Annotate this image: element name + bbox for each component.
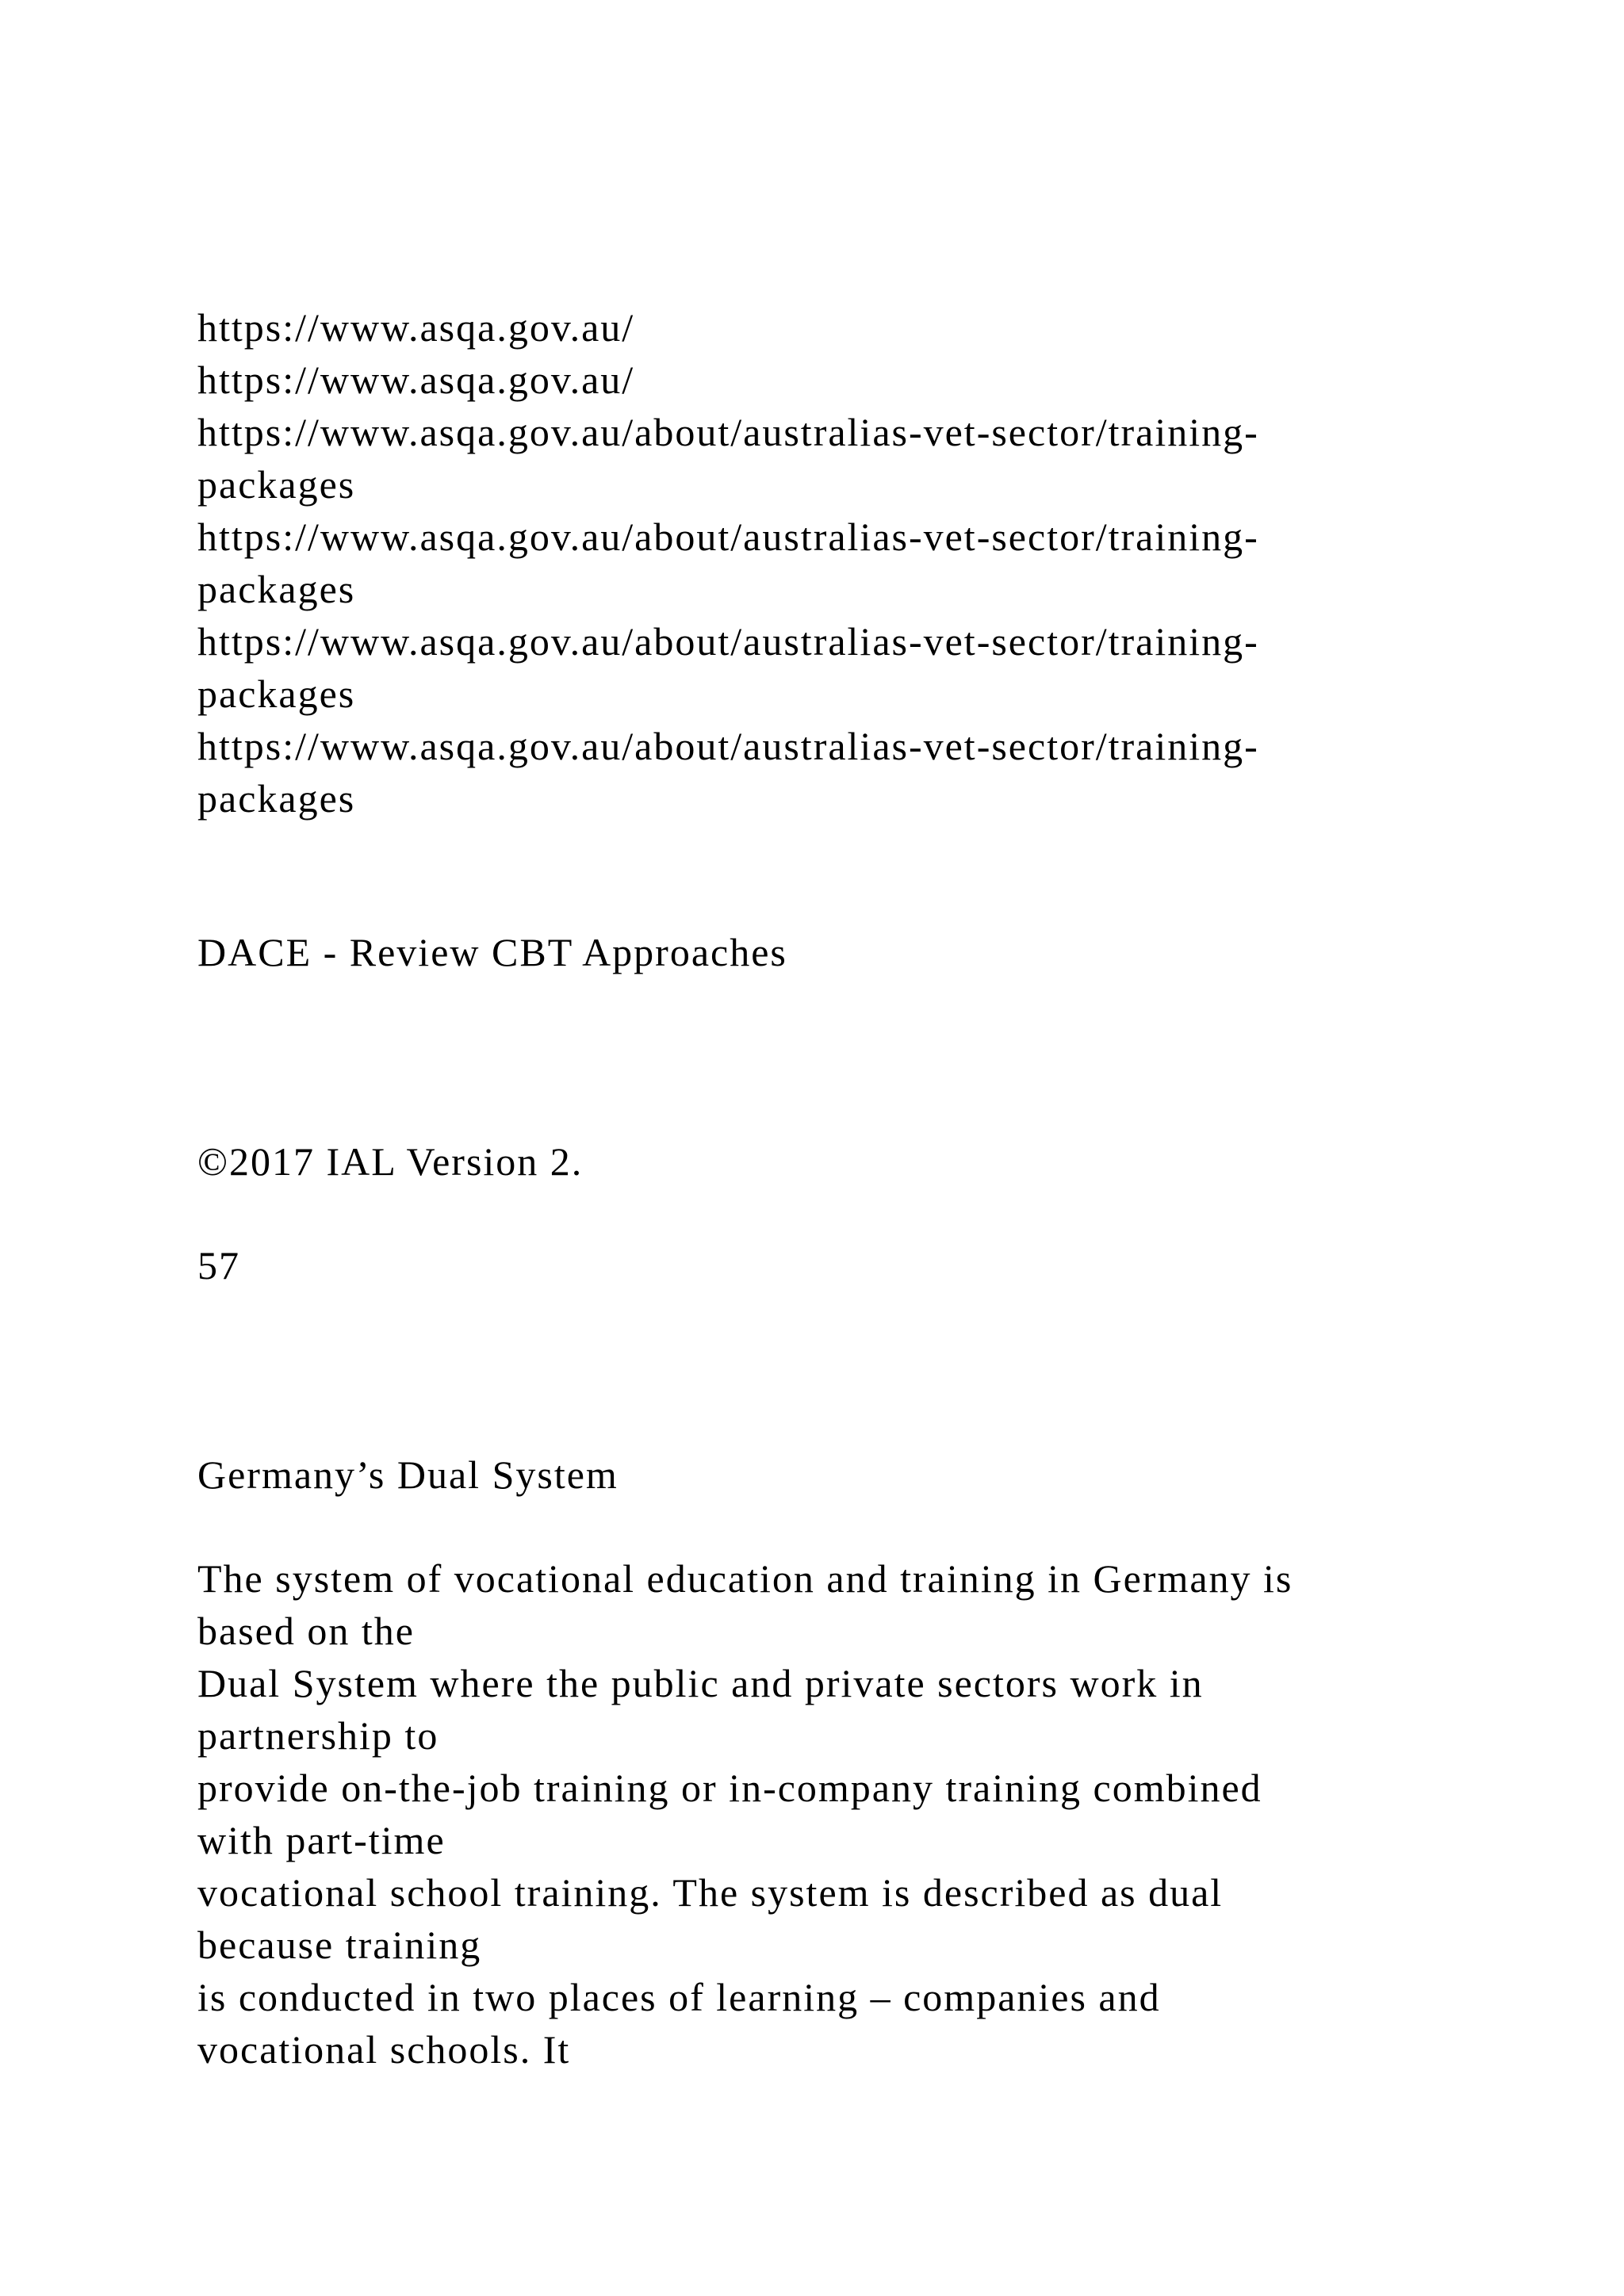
body-line: provide on-the-job training or in-company training combined	[197, 1766, 1262, 1810]
body-line: vocational school training. The system is described as dual	[197, 1870, 1224, 1915]
copyright-notice: ©2017 IAL Version 2.	[197, 1139, 584, 1184]
link-line[interactable]: packages	[197, 776, 356, 821]
body-line: is conducted in two places of learning – companies and	[197, 1975, 1161, 2019]
link-line[interactable]: packages	[197, 567, 356, 611]
link-line[interactable]: https://www.asqa.gov.au/about/australias-vet-sector/training-	[197, 619, 1259, 664]
document-title: DACE - Review CBT Approaches	[197, 930, 787, 974]
section-heading: Germany’s Dual System	[197, 1452, 619, 1497]
link-line[interactable]: https://www.asqa.gov.au/	[197, 358, 635, 402]
body-line: Dual System where the public and private sectors work in	[197, 1661, 1204, 1705]
body-line: The system of vocational education and training in Germany is	[197, 1556, 1293, 1601]
link-list	[197, 301, 1259, 825]
link-line[interactable]: https://www.asqa.gov.au/	[197, 305, 635, 350]
body-line: vocational schools. It	[197, 2027, 571, 2072]
body-line: based on the	[197, 1609, 415, 1653]
body-line: because training	[197, 1923, 482, 1967]
link-line[interactable]: https://www.asqa.gov.au/about/australias-vet-sector/training-	[197, 724, 1259, 768]
link-line[interactable]: https://www.asqa.gov.au/about/australias-vet-sector/training-	[197, 515, 1259, 559]
page-number: 57	[197, 1243, 240, 1288]
link-line[interactable]: packages	[197, 672, 356, 716]
body-paragraph	[197, 1552, 1293, 2076]
body-line: with part-time	[197, 1818, 446, 1862]
body-line: partnership to	[197, 1713, 439, 1758]
link-line[interactable]: packages	[197, 462, 356, 507]
link-line[interactable]: https://www.asqa.gov.au/about/australias-vet-sector/training-	[197, 410, 1259, 454]
